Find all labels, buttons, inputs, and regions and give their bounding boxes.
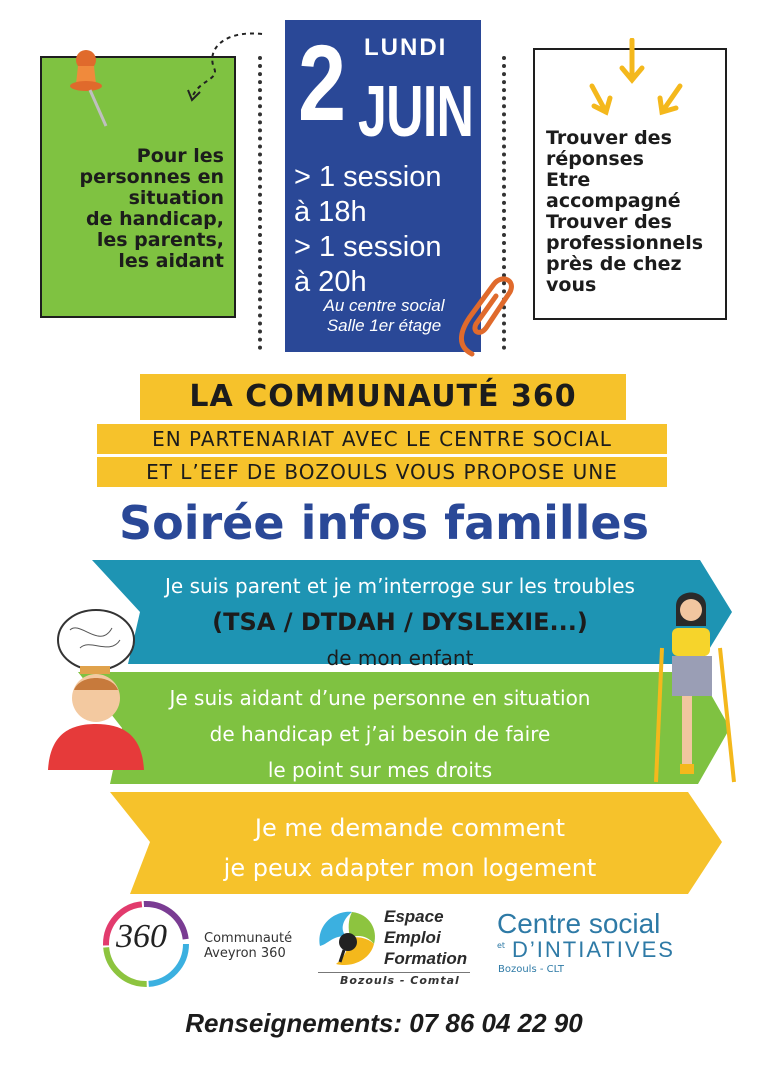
audience-line: les parents, <box>96 229 224 251</box>
centre-social-subtitle: D’INTIATIVES <box>512 937 675 962</box>
audience-line: situation <box>128 187 224 209</box>
band-caregiver-text <box>100 680 660 788</box>
location-line: Au centre social <box>323 296 445 315</box>
eef-location: Bozouls - Comtal <box>340 974 460 987</box>
eef-line: Espace <box>384 907 444 926</box>
band-line: de mon enfant <box>326 646 474 670</box>
page-title: LA COMMUNAUTÉ 360 <box>189 379 577 414</box>
paper-clip-icon <box>452 274 522 364</box>
session-line: > 1 session <box>294 161 442 193</box>
band-line-bold: (TSA / DTDAH / DYSLEXIE...) <box>212 608 588 636</box>
centre-social-title: Centre social <box>497 908 661 939</box>
communaute-line: Aveyron 360 <box>204 946 286 961</box>
band-line: Je me demande comment <box>254 814 566 842</box>
contact-info: Renseignements: 07 86 04 22 90 <box>185 1008 583 1038</box>
target-audience-text <box>52 146 224 272</box>
eef-line: Formation <box>384 949 468 968</box>
communaute-label <box>204 931 292 961</box>
day-number: 2 <box>298 22 347 143</box>
goal-line: professionnels <box>546 232 704 254</box>
centre-social-location: Bozouls - CLT <box>498 964 564 975</box>
goal-line: réponses <box>546 148 644 170</box>
band-line: Je suis aidant d’une personne en situation <box>169 686 591 710</box>
goal-line: vous <box>546 274 597 296</box>
goal-line: Trouver des <box>546 211 672 233</box>
audience-line: personnes en <box>79 166 224 188</box>
audience-line: Pour les <box>136 145 224 167</box>
goal-line: Trouver des <box>546 127 672 149</box>
location-line: Salle 1er étage <box>326 316 442 335</box>
location-text <box>294 296 474 336</box>
eef-line: Emploi <box>384 928 441 947</box>
down-arrows-icon <box>580 38 690 118</box>
session-line: à 18h <box>294 196 367 228</box>
eef-divider <box>318 972 470 973</box>
day-name: LUNDI <box>364 34 448 61</box>
communaute-line: Communauté <box>204 931 293 946</box>
logo-360-text: 360 <box>116 918 167 955</box>
eef-logo-icon <box>312 906 382 970</box>
child-puzzle-icon <box>40 600 150 770</box>
goals-text <box>546 128 724 296</box>
eef-label <box>384 906 467 969</box>
event-title: Soirée infos familles <box>119 496 649 550</box>
goal-line: accompagné <box>546 190 681 212</box>
partner-line-2: ET L’EEF DE BOZOULS VOUS PROPOSE UNE <box>97 457 667 487</box>
goal-line: près de chez <box>546 253 682 275</box>
crutches-person-icon <box>648 588 744 784</box>
goal-line: Etre <box>546 169 591 191</box>
audience-line: de handicap, <box>86 208 224 230</box>
band-line: je peux adapter mon logement <box>223 854 597 882</box>
band-line: Je suis parent et je m’interroge sur les troubles <box>165 574 635 598</box>
band-line: de handicap et j’ai besoin de faire <box>209 722 551 746</box>
dashed-arrow-icon <box>186 28 266 108</box>
dotted-divider <box>258 56 262 350</box>
push-pin-icon <box>64 48 124 128</box>
band-parent-text <box>140 568 660 676</box>
month-name: JUIN <box>358 72 474 152</box>
session-line: > 1 session <box>294 231 442 263</box>
partner-line-1: EN PARTENARIAT AVEC LE CENTRE SOCIAL <box>97 424 667 454</box>
band-housing-text <box>150 808 670 888</box>
audience-line: les aidant <box>118 250 224 272</box>
sessions-list <box>294 160 474 300</box>
session-line: à 20h <box>294 266 367 298</box>
centre-social-et: et <box>497 941 506 950</box>
band-line: le point sur mes droits <box>267 758 493 782</box>
